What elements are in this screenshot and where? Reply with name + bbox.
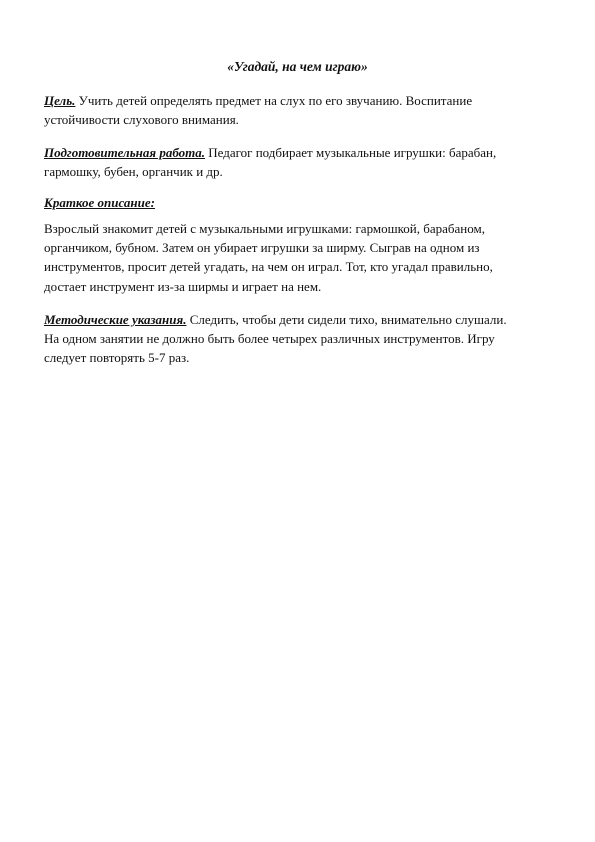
goal-paragraph	[44, 91, 556, 129]
description-line: Взрослый знакомит детей с музыкальными игрушками: гармошкой, барабаном,	[44, 221, 485, 236]
description-label: Краткое описание:	[44, 195, 155, 210]
method-label: Методические указания.	[44, 312, 187, 327]
goal-line-2: устойчивости слухового внимания.	[44, 112, 239, 128]
method-paragraph	[44, 310, 556, 368]
method-line-2: На одном занятии не должно быть более четырех различных инструментов. Игру	[44, 331, 495, 347]
description-paragraph	[44, 219, 556, 296]
description-heading	[44, 193, 556, 212]
goal-label: Цель.	[44, 93, 76, 108]
goal-text-1: Учить детей определять предмет на слух по его звучанию. Воспитание	[75, 93, 473, 108]
preparation-paragraph	[44, 143, 556, 181]
method-text-1: Следить, чтобы дети сидели тихо, внимательно слушали.	[186, 312, 507, 327]
preparation-line-1	[44, 143, 556, 162]
goal-line-1	[44, 91, 556, 110]
description-line: органчиком, бубном. Затем он убирает игрушки за ширму. Сыграв на одном из	[44, 240, 480, 256]
preparation-text-1: Педагог подбирает музыкальные игрушки: барабан,	[205, 145, 497, 160]
description-line: достает инструмент из-за ширмы и играет на нем.	[44, 278, 322, 294]
description-line: инструментов, просит детей угадать, на чем он играл. Тот, кто угадал правильно,	[44, 259, 493, 275]
preparation-line-2: гармошку, бубен, органчик и др.	[44, 164, 223, 180]
method-line-3: следует повторять 5-7 раз.	[44, 350, 190, 366]
preparation-label: Подготовительная работа.	[44, 145, 206, 160]
document-title: «Угадай, на чем играю»	[227, 59, 368, 74]
method-line-1	[44, 310, 556, 329]
